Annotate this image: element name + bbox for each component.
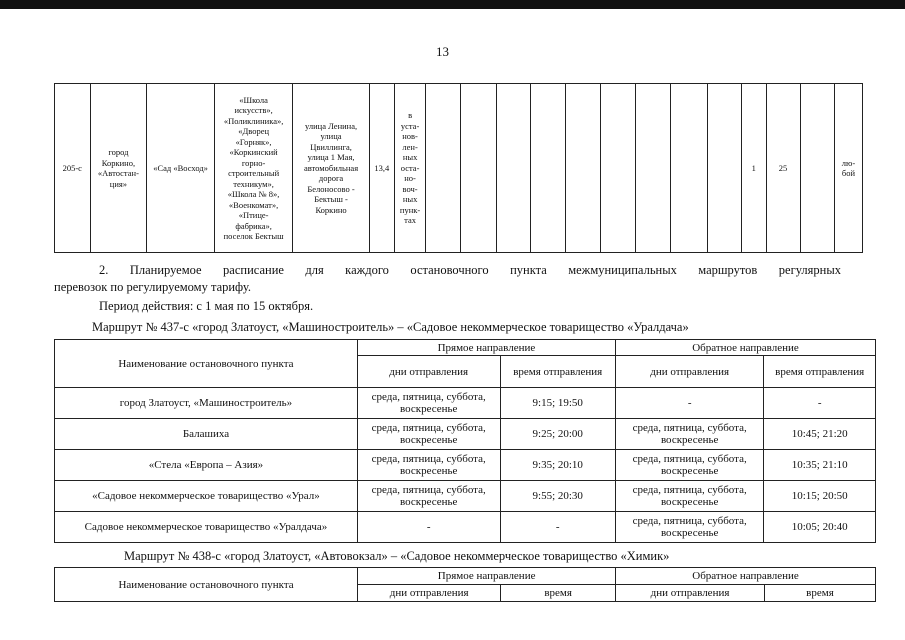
route-number-cell	[55, 84, 91, 253]
route-start-cell	[90, 84, 147, 253]
cell-line: улица	[320, 131, 342, 142]
backward-time: 10:15; 20:50	[764, 481, 876, 512]
header-row	[55, 568, 876, 585]
forward-time: -	[500, 512, 615, 543]
backward-time: -	[764, 388, 876, 419]
cell-line: Бектыш -	[314, 194, 348, 205]
backward-days: среда, пятница, суббота, воскресенье	[615, 419, 763, 450]
empty-cell	[636, 84, 671, 253]
header-forward-days: дни отправления	[358, 585, 501, 602]
vehicle-capacity-cell	[766, 84, 800, 253]
backward-days: среда, пятница, суббота, воскресенье	[615, 450, 763, 481]
cell-line: бой	[841, 168, 856, 178]
scan-top-edge	[0, 0, 905, 9]
forward-time: 9:25; 20:00	[500, 419, 615, 450]
header-stop: Наименование остановочного пункта	[55, 340, 358, 388]
page-number: 13	[436, 44, 449, 59]
cell-line: Коркино,	[101, 157, 136, 168]
cell-line: «Дворец	[238, 126, 270, 136]
forward-time: 9:15; 19:50	[500, 388, 615, 419]
cell-line: дорога	[318, 173, 344, 184]
route-streets	[293, 121, 368, 216]
cell-line: «Школа № 8»,	[227, 189, 280, 199]
route-length-cell	[369, 84, 394, 253]
cell-line: фабрика»,	[235, 220, 272, 231]
cell-line: но-	[404, 173, 416, 184]
empty-cell	[600, 84, 635, 253]
header-backward-days: дни отправления	[615, 356, 763, 388]
route-stops-cell	[214, 84, 293, 253]
forward-days: среда, пятница, суббота, воскресенье	[357, 419, 500, 450]
cell-line: в	[408, 110, 413, 121]
backward-days: среда, пятница, суббота, воскресенье	[615, 481, 763, 512]
cell-line: горно-	[241, 157, 266, 168]
empty-cell	[707, 84, 741, 253]
forward-days: среда, пятница, суббота, воскресенье	[357, 450, 500, 481]
backward-time: 10:35; 21:10	[764, 450, 876, 481]
vehicle-count-cell	[742, 84, 766, 253]
cell-line: воч-	[402, 183, 418, 194]
empty-cell	[426, 84, 461, 253]
paragraph-line-2: перевозок по регулируемому тарифу.	[54, 280, 251, 294]
empty-cell	[671, 84, 707, 253]
stop-name: «Садовое некоммерческое товарищество «Урал»	[55, 481, 358, 512]
cell-line: строительный	[228, 168, 280, 178]
cell-line: искусств»,	[234, 105, 273, 115]
header-forward-time: время	[501, 585, 616, 602]
cell-line: «Военкомат»,	[228, 199, 279, 210]
backward-days: среда, пятница, суббота, воскресенье	[615, 512, 763, 543]
route-procedure	[395, 110, 425, 226]
forward-time: 9:35; 20:10	[500, 450, 615, 481]
table-row	[55, 481, 876, 512]
route-end: «Сад «Восход»	[153, 162, 208, 173]
empty-cell	[800, 84, 834, 253]
header-forward-days: дни отправления	[357, 356, 500, 388]
cell-line: Коркино	[315, 204, 347, 215]
cell-line: лен-	[402, 141, 418, 152]
backward-time: 10:45; 21:20	[764, 419, 876, 450]
cell-line: ция»	[109, 178, 128, 189]
cell-line: тах	[404, 215, 416, 226]
header-forward-time: время отправления	[500, 356, 615, 388]
vehicle-capacity: 25	[778, 162, 788, 173]
stop-name: Балашиха	[55, 419, 358, 450]
vehicle-class-cell	[834, 84, 862, 253]
cell-line: ных	[402, 152, 418, 163]
route-205-table	[54, 83, 863, 253]
stop-name: город Златоуст, «Машиностроитель»	[55, 388, 358, 419]
table-row	[55, 419, 876, 450]
header-backward-time: время	[764, 585, 875, 602]
empty-cell	[496, 84, 530, 253]
route-stops	[215, 95, 293, 242]
cell-line: нов-	[402, 131, 418, 142]
cell-line: улица 1 Мая,	[307, 152, 355, 163]
cell-line: Белоносово -	[307, 183, 355, 194]
header-forward: Прямое направление	[358, 568, 616, 585]
cell-line: автомобильная	[303, 162, 359, 173]
table-row	[55, 512, 876, 543]
cell-line: Цвиллинга,	[310, 141, 352, 152]
cell-line: техникум»,	[233, 178, 274, 189]
cell-line: уста-	[400, 120, 420, 131]
cell-line: ных	[402, 194, 418, 205]
empty-cell	[566, 84, 600, 253]
route-437-title: Маршрут № 437-с «город Златоуст, «Машиностроитель» – «Садовое некоммерческое товарищество «Уралдача»	[92, 320, 689, 334]
cell-line: «Горняк»,	[235, 136, 272, 147]
table-row	[55, 388, 876, 419]
cell-line: «Птице-	[238, 210, 269, 220]
vehicle-count: 1	[751, 162, 756, 173]
route-number: 205-с	[62, 162, 82, 173]
table-row	[55, 450, 876, 481]
cell-line: «Автостан-	[97, 168, 139, 178]
backward-time: 10:05; 20:40	[764, 512, 876, 543]
route-start	[91, 147, 147, 189]
header-row	[55, 340, 876, 356]
route-end-cell	[147, 84, 214, 253]
header-stop: Наименование остановочного пункта	[55, 568, 358, 602]
forward-days: среда, пятница, суббота, воскресенье	[357, 388, 500, 419]
route-streets-cell	[293, 84, 369, 253]
cell-line: поселок Бектыш	[223, 231, 284, 241]
backward-days: -	[615, 388, 763, 419]
table-row	[55, 84, 863, 253]
route-length: 13,4	[374, 162, 390, 173]
period-text: Период действия: с 1 мая по 15 октября.	[99, 299, 314, 313]
stop-name: Садовое некоммерческое товарищество «Уралдача»	[55, 512, 358, 543]
route-procedure-cell	[394, 84, 425, 253]
vehicle-class	[835, 158, 862, 179]
paragraph-line-1: 2. Планируемое расписание для каждого остановочного пункта межмуниципальных маршрутов регулярных	[99, 263, 841, 277]
cell-line: оста-	[400, 162, 420, 173]
cell-line: «Коркинский	[229, 147, 278, 157]
header-backward-days: дни отправления	[616, 585, 765, 602]
header-backward-time: время отправления	[764, 356, 876, 388]
cell-line: город	[108, 147, 129, 157]
route-437-schedule	[54, 339, 876, 543]
header-backward: Обратное направление	[615, 340, 875, 356]
header-backward: Обратное направление	[616, 568, 876, 585]
cell-line: «Школа	[239, 94, 268, 105]
empty-cell	[531, 84, 566, 253]
cell-line: лю-	[841, 157, 856, 168]
header-forward: Прямое направление	[357, 340, 615, 356]
empty-cell	[461, 84, 496, 253]
forward-days: -	[357, 512, 500, 543]
cell-line: пунк-	[399, 204, 421, 215]
forward-days: среда, пятница, суббота, воскресенье	[357, 481, 500, 512]
forward-time: 9:55; 20:30	[500, 481, 615, 512]
route-438-title: Маршрут № 438-с «город Златоуст, «Автовокзал» – «Садовое некоммерческое товарищество «Химик»	[124, 549, 670, 563]
stop-name: «Стела «Европа – Азия»	[55, 450, 358, 481]
cell-line: улица Ленина,	[304, 120, 358, 131]
route-438-schedule	[54, 567, 876, 602]
cell-line: «Поликлиника»,	[223, 115, 284, 126]
